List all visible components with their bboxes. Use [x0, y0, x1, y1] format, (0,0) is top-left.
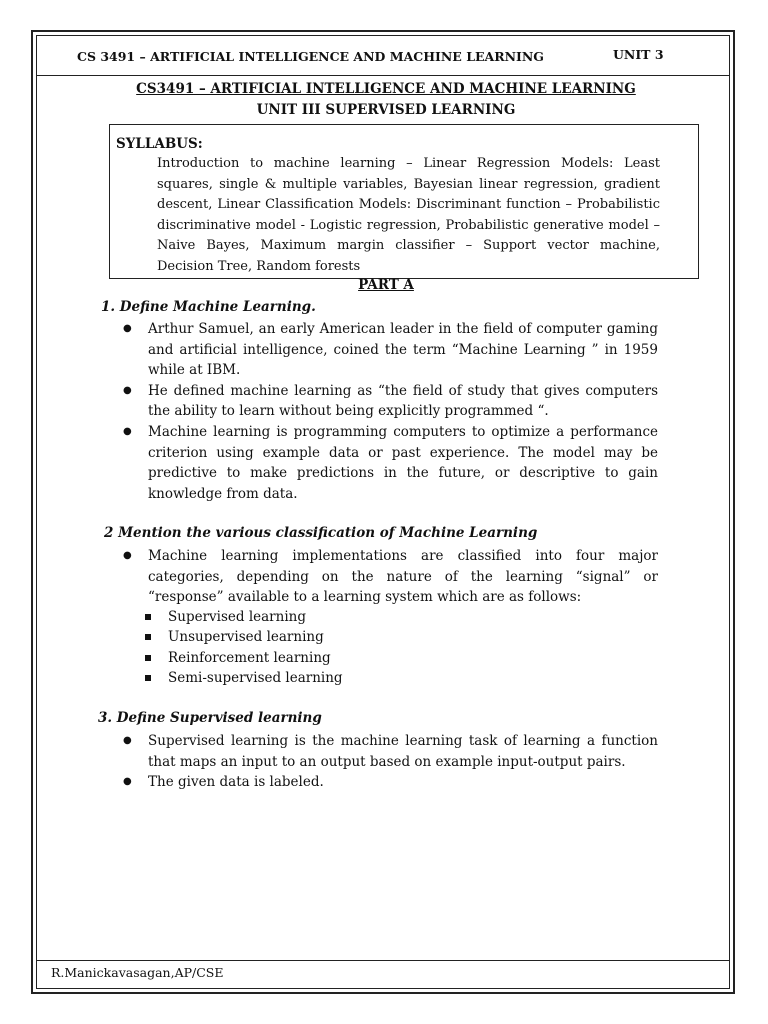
header-unit: UNIT 3 — [613, 47, 664, 62]
list-item: ● Supervised learning is the machine learning task of learning a function that maps an input to an output based on example input-output pairs. — [123, 733, 658, 770]
page-border — [31, 30, 735, 994]
question-3-title: 3. Define Supervised learning — [98, 710, 322, 726]
bullet-icon: ● — [123, 323, 132, 334]
page-inner-border — [36, 35, 730, 989]
list-item: ● He defined machine learning as “the field of study that gives computers the ability to learn without being explicitly programmed “. — [123, 382, 658, 420]
syllabus-text: Introduction to machine learning – Linear Regression Models: Least squares, single & multiple variables, Bayesian linear regression, gradient descent, Linear Classification Models: Discriminant function – Probabilistic discriminative model - Logistic regression, Probabilistic generative model – Naive Bayes, Maximum margin classifier – Support vector machine, Decision Tree, Random forests — [157, 156, 660, 274]
list-item: Unsupervised learning — [37, 627, 343, 647]
bullet-icon: ● — [123, 425, 132, 437]
list-item: ● The given data is labeled. — [37, 772, 658, 793]
square-bullet-icon — [145, 655, 151, 661]
square-bullet-icon — [145, 634, 151, 640]
footer-author: R.Manickavasagan,AP/CSE — [51, 965, 224, 980]
question-2-bullets — [37, 546, 658, 608]
bullet-icon: ● — [123, 776, 132, 788]
square-bullet-icon — [145, 614, 151, 620]
bullet-icon: ● — [123, 384, 132, 396]
list-item: Supervised learning — [37, 607, 343, 627]
list-item: ● Machine learning implementations are classified into four major categories, depending on the nature of the learning “signal” or “response” available to a learning system which are as follows: — [123, 548, 658, 606]
list-item: ● Arthur Samuel, an early American leader in the field of computer gaming and artificial intelligence, coined the term “Machine Learning ” in 1959 while at IBM. — [123, 321, 658, 379]
part-heading: PART A — [358, 277, 414, 293]
list-item: Semi-supervised learning — [37, 668, 343, 688]
doc-title: CS3491 – ARTIFICIAL INTELLIGENCE AND MACHINE LEARNING — [136, 81, 636, 97]
syllabus-box — [109, 124, 699, 279]
bullet-icon: ● — [123, 735, 132, 746]
question-1-title: 1. Define Machine Learning. — [101, 299, 316, 315]
square-bullet-icon — [145, 675, 151, 681]
bullet-icon: ● — [123, 550, 132, 561]
list-item: ● Machine learning is programming computers to optimize a performance criterion using example data or past experience. The model may be predictive to make predictions in the future, or descriptive to gain knowledge from data. — [123, 423, 658, 502]
question-3-bullets — [37, 731, 658, 793]
list-item: Reinforcement learning — [37, 648, 343, 668]
footer-divider — [37, 960, 729, 961]
classification-list — [37, 607, 343, 689]
header-divider — [37, 75, 729, 76]
syllabus-heading: SYLLABUS: — [116, 136, 203, 152]
question-2-title: 2 Mention the various classification of Machine Learning — [104, 525, 538, 541]
question-1-bullets — [37, 319, 658, 504]
unit-title: UNIT III SUPERVISED LEARNING — [256, 102, 516, 118]
header-course: CS 3491 – ARTIFICIAL INTELLIGENCE AND MACHINE LEARNING — [77, 49, 544, 64]
